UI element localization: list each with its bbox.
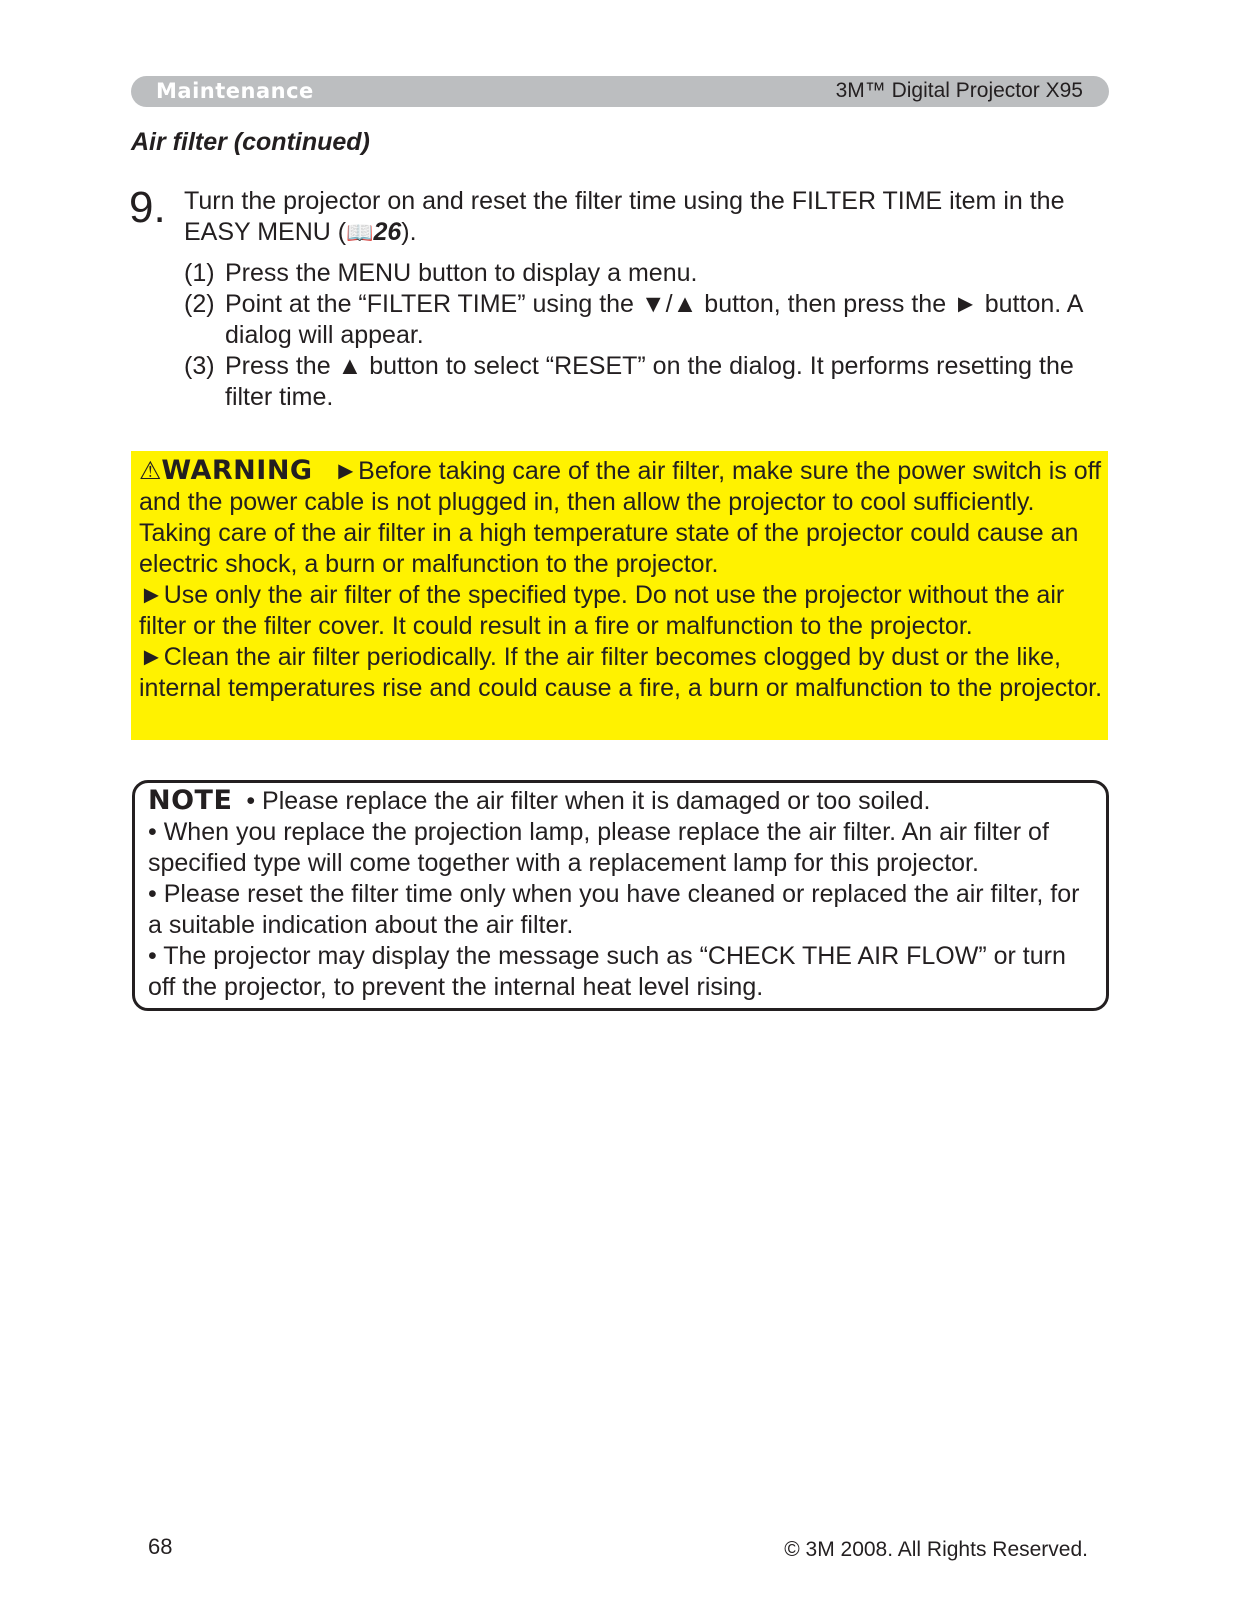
- step-number: 9.: [129, 183, 166, 232]
- page-reference[interactable]: 26: [373, 218, 402, 246]
- note-item: • When you replace the projection lamp, please replace the air filter. An air filter of specified type will come together with a replacement lamp for this projector.: [148, 818, 1049, 877]
- note-item: • The projector may display the message such as “CHECK THE AIR FLOW” or turn off the projector, to prevent the internal heat level rising.: [148, 942, 1066, 1001]
- book-icon: 📖: [346, 220, 374, 245]
- substep-list: [184, 258, 1109, 413]
- header-bar: [131, 76, 1109, 107]
- warning-text: [139, 455, 1104, 704]
- note-box: [132, 780, 1109, 1011]
- warning-item: ►Before taking care of the air filter, make sure the power switch is off and the power cable is not plugged in, then allow the projector to cool sufficiently. Taking care of the air filter in a high temperature state of the projector could cause an electric shock, a burn or malfunction to the projector.: [139, 457, 1102, 578]
- warning-item: ►Use only the air filter of the specified type. Do not use the projector without the air filter or the filter cover. It could result in a fire or malfunction to the projector.: [139, 581, 1065, 640]
- substep-text: Press the MENU button to display a menu.: [225, 259, 698, 287]
- note-label: NOTE: [148, 785, 233, 816]
- step-text-end: ).: [401, 218, 417, 246]
- substep-item: [184, 289, 1109, 351]
- warning-item: ►Clean the air filter periodically. If the air filter becomes clogged by dust or the like, internal temperatures rise and could cause a fire, a burn or malfunction to the projector.: [139, 643, 1103, 702]
- header-product-name: 3M™ Digital Projector X95: [835, 79, 1083, 102]
- substep-text: Press the ▲ button to select “RESET” on the dialog. It performs resetting the filter time.: [225, 352, 1074, 411]
- substep-number: (2): [184, 290, 215, 318]
- substep-item: [184, 258, 1109, 289]
- step-text: [184, 186, 1104, 248]
- substep-number: (3): [184, 352, 215, 380]
- note-item: • Please reset the filter time only when you have cleaned or replaced the air filter, for a suitable indication about the air filter.: [148, 880, 1080, 939]
- note-item: • Please replace the air filter when it is damaged or too soiled.: [246, 787, 931, 815]
- step-text-main: Turn the projector on and reset the filter time using the FILTER TIME item in the EASY MENU (: [184, 187, 1065, 246]
- copyright-notice: © 3M 2008. All Rights Reserved.: [784, 1538, 1088, 1561]
- warning-icon: ⚠: [139, 457, 162, 485]
- section-title: Air filter (continued): [131, 128, 370, 156]
- warning-label: WARNING: [161, 455, 313, 486]
- note-text: [148, 785, 1098, 1003]
- substep-text: Point at the “FILTER TIME” using the ▼/▲ button, then press the ► button. A dialog will appear.: [225, 290, 1083, 349]
- substep-number: (1): [184, 259, 215, 287]
- page-number: 68: [148, 1534, 173, 1559]
- header-section-label: Maintenance: [156, 79, 314, 103]
- warning-box: [131, 451, 1108, 740]
- substep-item: [184, 351, 1109, 413]
